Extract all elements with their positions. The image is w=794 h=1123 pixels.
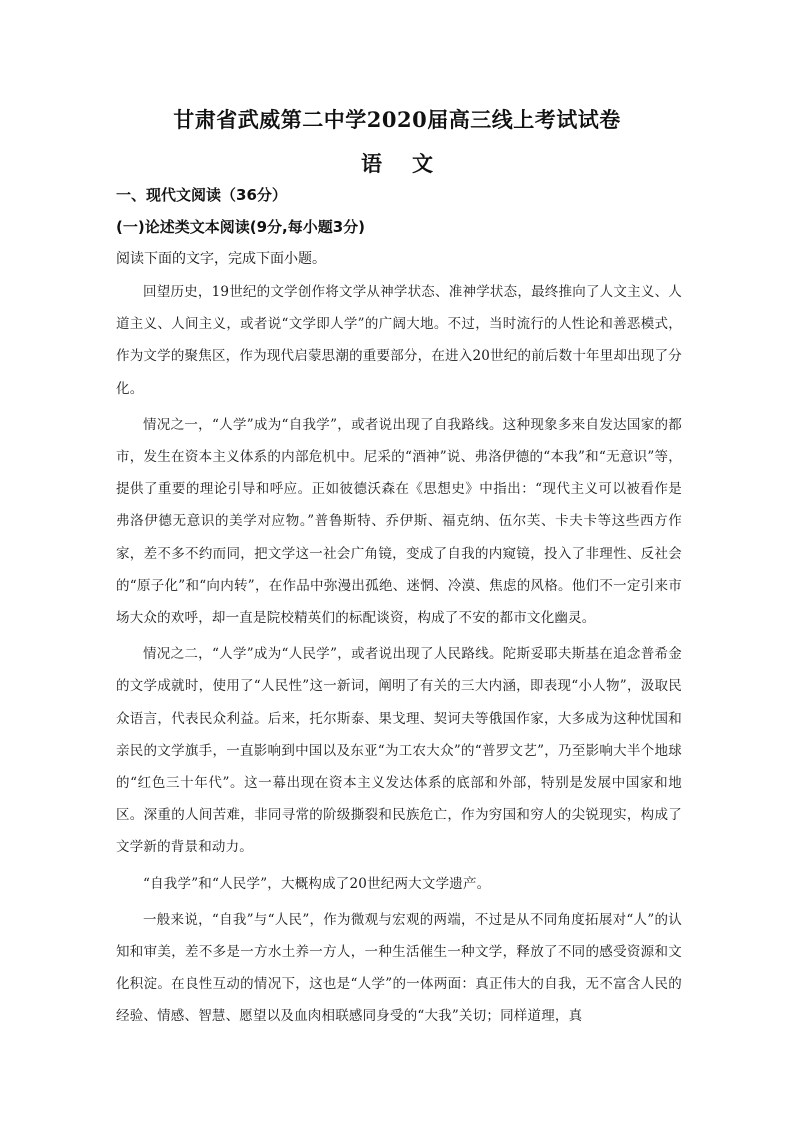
- reading-passage: [116, 276, 682, 1037]
- exam-title: 甘肃省武威第二中学2020届高三线上考试试卷: [173, 107, 621, 132]
- passage-paragraph: 一般来说，“自我”与“人民”，作为微观与宏观的两端，不过是从不同角度拓展对“人”的认知和审美，差不多是一方水土养一方人，一种生活催生一种文学，释放了不同的感受资源和文化积淀。在良性互动的情况下，这也是“人学”的一体两面：真正伟大的自我，无不富含人民的经验、情感、智慧、愿望以及血肉相联感同身受的“大我”关切；同样道理，真: [116, 911, 682, 1025]
- reading-instruction: 阅读下面的文字，完成下面小题。: [116, 251, 326, 267]
- section-subheading: (一)论述类文本阅读(9分,每小题3分): [116, 218, 365, 236]
- passage-paragraph: 情况之一，“人学”成为“自我学”，或者说出现了自我路线。这种现象多来自发达国家的都市，发生在资本主义体系的内部危机中。尼采的“酒神”说、弗洛伊德的“本我”和“无意识”等，提供了重要的理论引导和呼应。正如彼德沃森在《思想史》中指出：“现代主义可以被看作是弗洛伊德无意识的美学对应物。”普鲁斯特、乔伊斯、福克纳、伍尔芙、卡夫卡等这些西方作家，差不多不约而同，把文学这一社会广角镜，变成了自我的内窥镜，投入了非理性、反社会的“原子化”和“向内转”，在作品中弥漫出孤绝、迷惘、冷漠、焦虑的风格。他们不一定引来市场大众的欢呼，却一直是院校精英们的标配谈资，构成了不安的都市文化幽灵。: [116, 416, 682, 627]
- passage-paragraph: 情况之二，“人学”成为“人民学”，或者说出现了人民路线。陀斯妥耶夫斯基在追念普希金的文学成就时，使用了“人民性”这一新词，阐明了有关的三大内涵，即表现“小人物”，汲取民众语言，代表民众利益。后来，托尔斯泰、果戈理、契诃夫等俄国作家，大多成为这种忧国和亲民的文学旗手，一直影响到中国以及东亚“为工农大众”的“普罗文艺”，乃至影响大半个地球的“红色三十年代”。这一幕出现在资本主义发达体系的底部和外部，特别是发展中国家和地区。深重的人间苦难，非同寻常的阶级撕裂和民族危亡，作为穷国和穷人的尖锐现实，构成了文学新的背景和动力。: [116, 646, 682, 856]
- passage-paragraph: 回望历史，19世纪的文学创作将文学从神学状态、准神学状态，最终推向了人文主义、人道主义、人间主义，或者说“文学即人学”的广阔大地。不过，当时流行的人性论和善恶模式，作为文学的聚焦区，作为现代启蒙思潮的重要部分，在进入20世纪的前后数十年里却出现了分化。: [116, 284, 682, 397]
- passage-paragraph: “自我学”和“人民学”，大概构成了20世纪两大文学遗产。: [143, 875, 491, 892]
- subject-title: 语文: [361, 151, 463, 176]
- section-heading: 一、现代文阅读（36分）: [116, 186, 287, 204]
